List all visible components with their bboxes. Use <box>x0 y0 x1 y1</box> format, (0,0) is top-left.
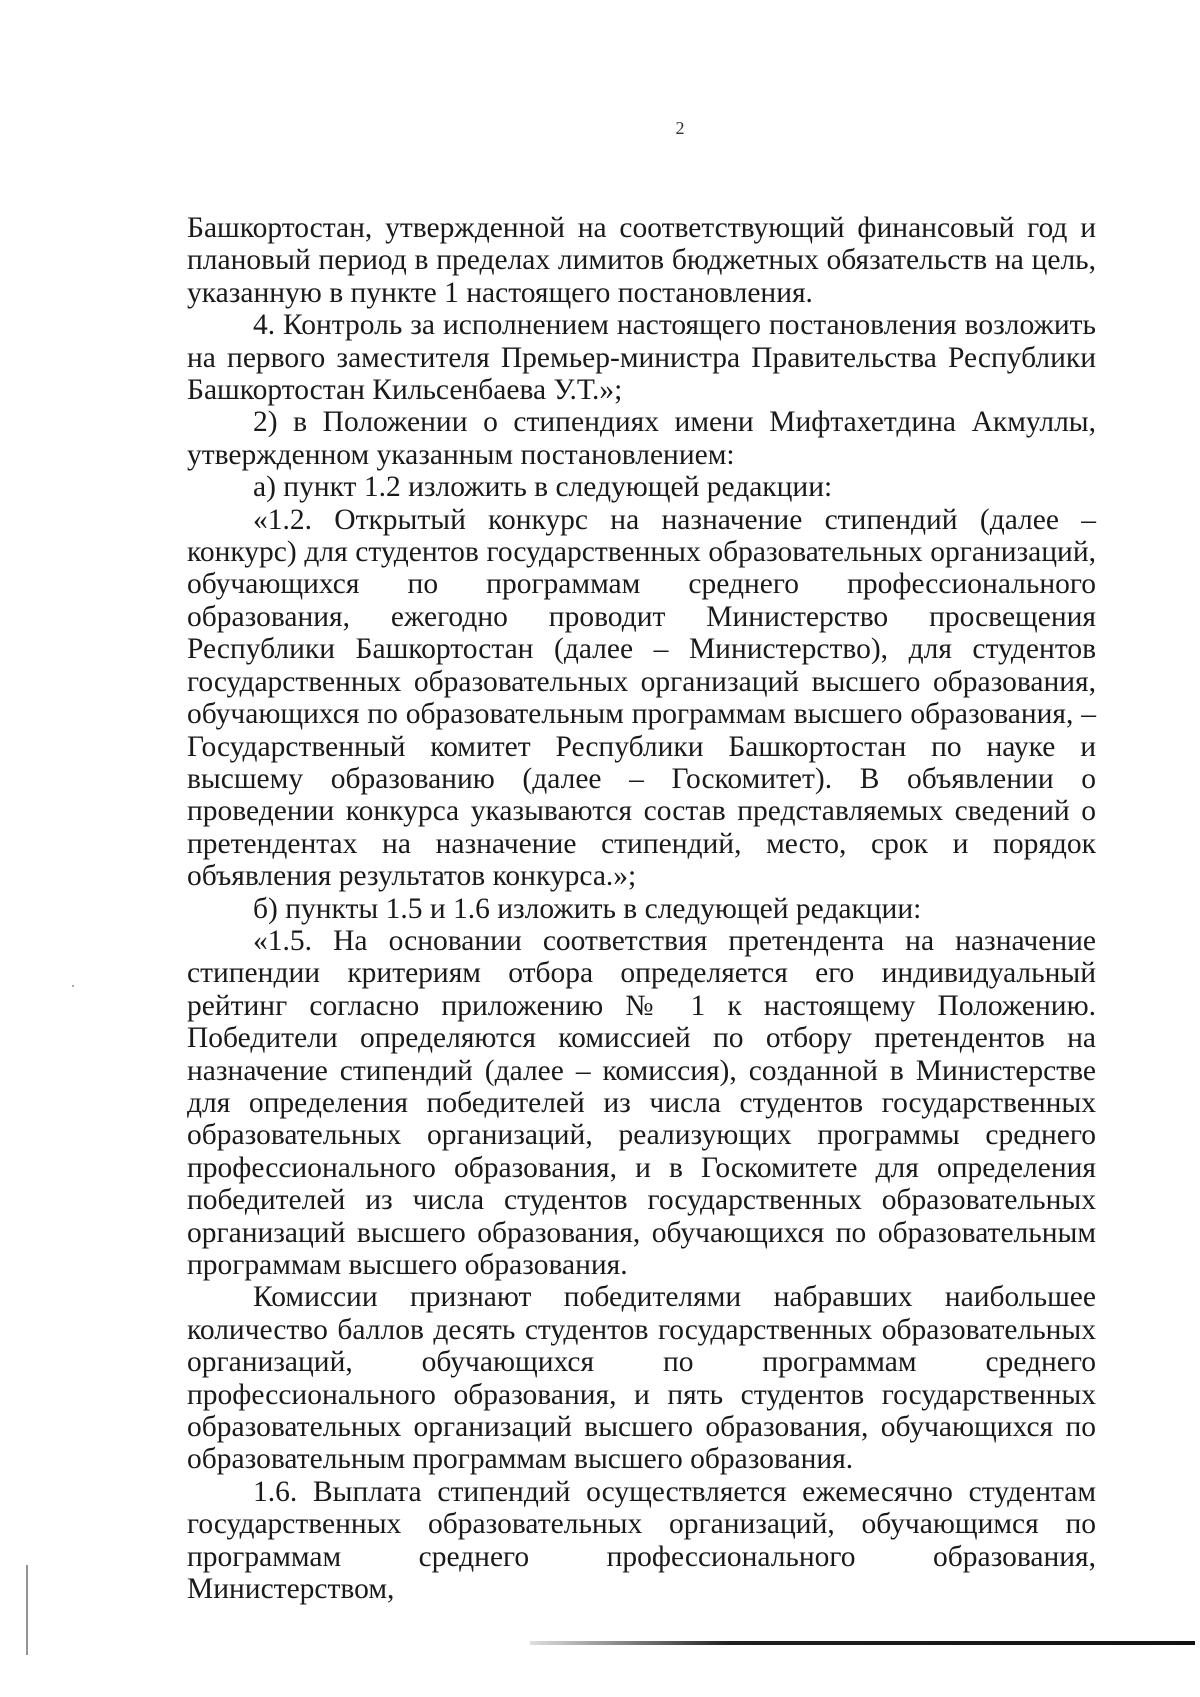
paragraph: 4. Контроль за исполнением настоящего постановления возложить на первого заместителя Премьер-министра Правительства Республики Башкортостан Кильсенбаева У.Т.»; <box>187 309 1096 407</box>
paragraph: 1.6. Выплата стипендий осуществляется ежемесячно студентам государственных образовательных организаций, обучающимся по программам среднего профессионального образования, Министерством, <box>187 1475 1096 1606</box>
paragraph: Комиссии признают победителями набравших наибольшее количество баллов десять студентов государственных образовательных организаций, обучающихся по программам среднего профессионального образования, и пять студентов государственных образовательных организаций высшего образования, обучающихся по образовательным программам высшего образования. <box>187 1281 1096 1476</box>
document-body <box>187 212 1096 1605</box>
paragraph: а) пункт 1.2 изложить в следующей редакции: <box>253 471 833 504</box>
paragraph: Башкортостан, утвержденной на соответствующий финансовый год и плановый период в пределах лимитов бюджетных обязательств на цель, указанную в пункте 1 настоящего постановления. <box>187 212 1096 309</box>
paragraph: б) пункты 1.5 и 1.6 изложить в следующей редакции: <box>253 892 922 925</box>
page-number: 2 <box>675 118 685 138</box>
paragraph: 2) в Положении о стипендиях имени Мифтахетдина Акмуллы, утвержденном указанным постановлением: <box>187 406 1096 471</box>
paragraph: «1.5. На основании соответствия претендента на назначение стипендии критериям отбора определяется его индивидуальный рейтинг согласно приложению № 1 к настоящему Положению. Победители определяются комиссией по отбору претендентов на назначение стипендий (далее – комиссия), созданной в Министерстве для определения победителей из числа студентов государственных образовательных организаций, реализующих программы среднего профессионального образования, и в Госкомитете для определения победителей из числа студентов государственных образовательных организаций высшего образования, обучающихся по образовательным программам высшего образования. <box>187 924 1096 1281</box>
scan-artifact-dot <box>72 985 74 987</box>
scan-artifact-bottom-edge <box>530 1641 1195 1645</box>
scan-artifact-left-edge <box>26 1565 28 1655</box>
paragraph: «1.2. Открытый конкурс на назначение стипендий (далее – конкурс) для студентов государственных образовательных организаций, обучающихся по программам среднего профессионального образования, ежегодно проводит Министерство просвещения Республики Башкортостан (далее – Министерство), для студентов государственных образовательных организаций высшего образования, обучающихся по образовательным программам высшего образования, – Государственный комитет Республики Башкортостан по науке и высшему образованию (далее – Госкомитет). В объявлении о проведении конкурса указываются состав представляемых сведений о претендентах на назначение стипендий, место, срок и порядок объявления результатов конкурса.»; <box>187 503 1096 893</box>
